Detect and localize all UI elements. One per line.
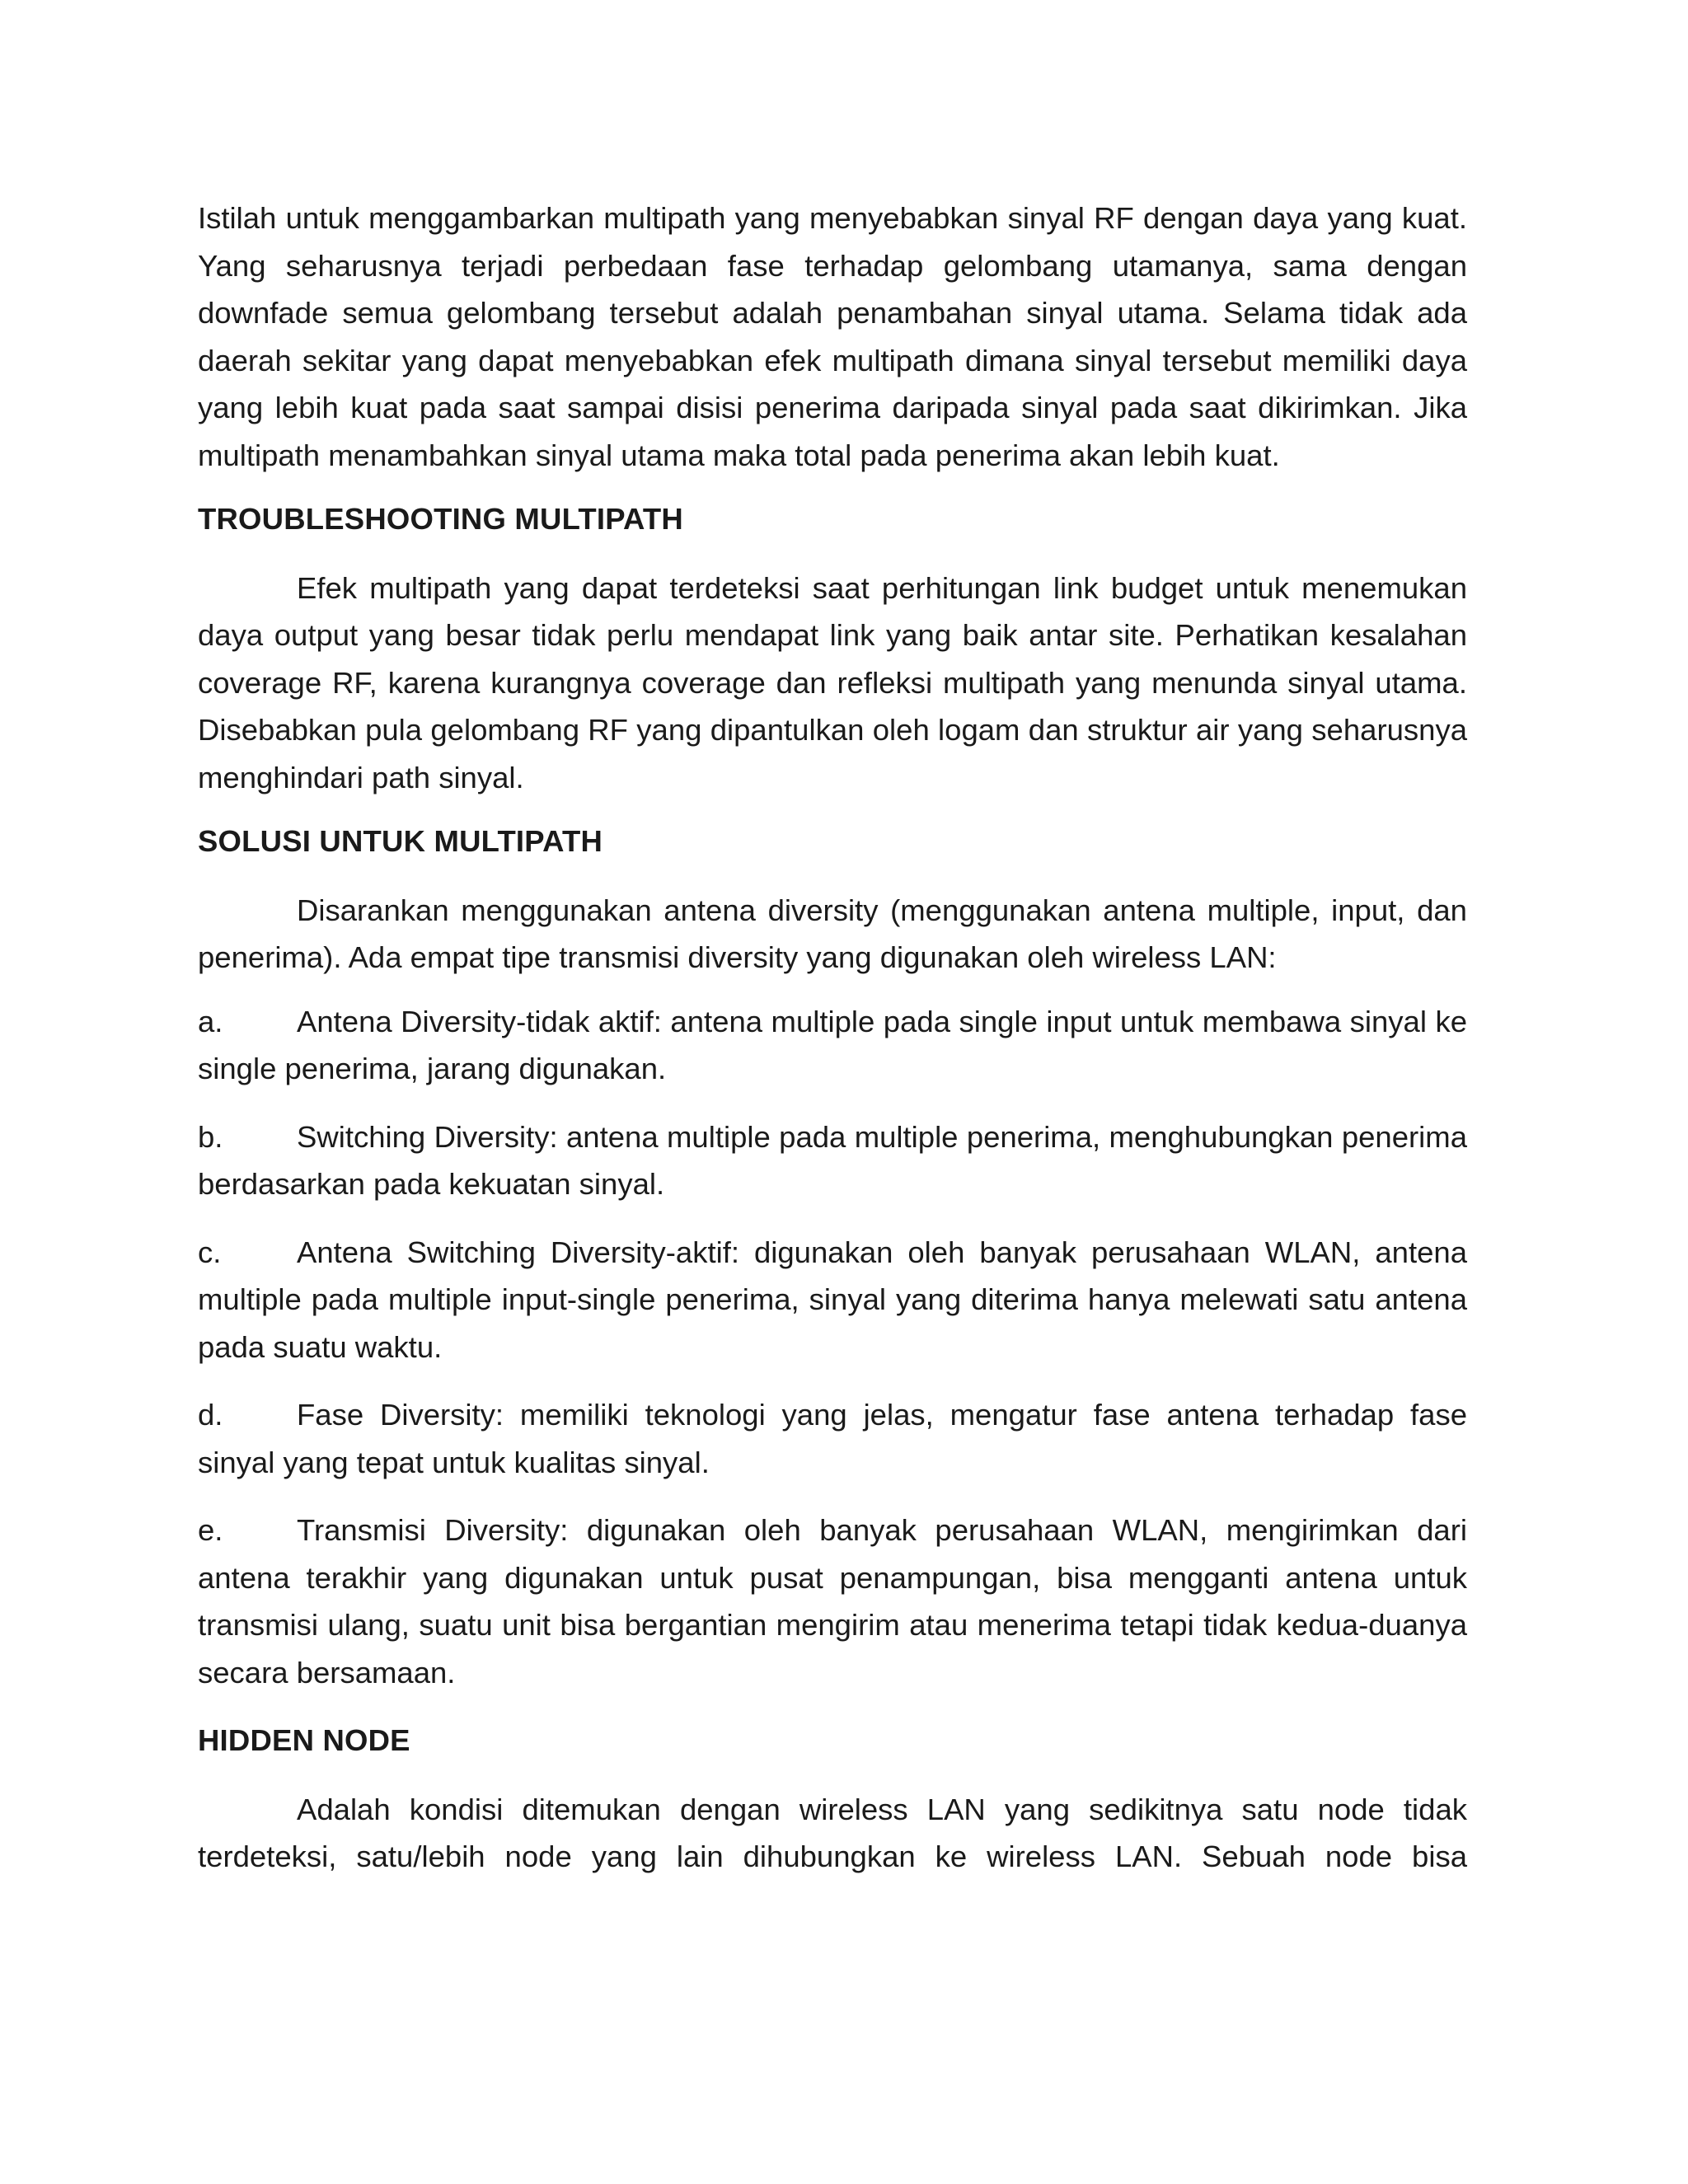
list-marker: d. — [198, 1398, 223, 1432]
diversity-list — [198, 998, 1467, 1697]
heading-troubleshooting-multipath: TROUBLESHOOTING MULTIPATH — [198, 502, 683, 536]
list-marker: b. — [198, 1119, 223, 1154]
list-item — [198, 1391, 1467, 1486]
heading-solusi-untuk-multipath: SOLUSI UNTUK MULTIPATH — [198, 824, 603, 858]
list-item-text: Switching Diversity: antena multiple pada multiple penerima, menghubungkan penerima berdasarkan pada kekuatan sinyal. — [198, 1119, 1467, 1201]
list-item — [198, 1507, 1467, 1696]
list-marker: a. — [198, 1004, 223, 1038]
list-item-text: Antena Switching Diversity-aktif: digunakan oleh banyak perusahaan WLAN, antena multiple pada multiple input-single penerima, sinyal yang diterima hanya melewati satu antena pada suatu waktu. — [198, 1235, 1467, 1364]
list-item-text: Transmisi Diversity: digunakan oleh banyak perusahaan WLAN, mengirimkan dari antena terakhir yang digunakan untuk pusat penampungan, bisa mengganti antena untuk transmisi ulang, suatu unit bisa bergantian mengirim atau menerima tetapi tidak kedua-duanya secara bersamaan. — [198, 1513, 1467, 1690]
list-marker: e. — [198, 1513, 223, 1547]
troubleshooting-paragraph: Efek multipath yang dapat terdeteksi saat perhitungan link budget untuk menemukan daya output yang besar tidak perlu mendapat link yang baik antar site. Perhatikan kesalahan coverage RF, karena kurangnya coverage dan refleksi multipath yang menunda sinyal utama. Disebabkan pula gelombang RF yang dipantulkan oleh logam dan struktur air yang seharusnya menghindari path sinyal. — [198, 570, 1467, 794]
list-item-text: Fase Diversity: memiliki teknologi yang jelas, mengatur fase antena terhadap fase sinyal yang tepat untuk kualitas sinyal. — [198, 1398, 1467, 1479]
hidden-node-paragraph: Adalah kondisi ditemukan dengan wireless LAN yang sedikitnya satu node tidak terdeteksi, satu/lebih node yang lain dihubungkan ke wireless LAN. Sebuah node bisa — [198, 1792, 1467, 1873]
heading-hidden-node: HIDDEN NODE — [198, 1723, 410, 1757]
list-item — [198, 1113, 1467, 1208]
intro-paragraph: Istilah untuk menggambarkan multipath yang menyebabkan sinyal RF dengan daya yang kuat. Yang seharusnya terjadi perbedaan fase terhadap gelombang utamanya, sama dengan downfade semua gelombang tersebut adalah penambahan sinyal utama. Selama tidak ada daerah sekitar yang dapat menyebabkan efek multipath dimana sinyal tersebut memiliki daya yang lebih kuat pada saat sampai disisi penerima daripada sinyal pada saat dikirimkan. Jika multipath menambahkan sinyal utama maka total pada penerima akan lebih kuat. — [198, 201, 1467, 472]
solusi-paragraph: Disarankan menggunakan antena diversity (menggunakan antena multiple, input, dan penerima). Ada empat tipe transmisi diversity yang digunakan oleh wireless LAN: — [198, 893, 1467, 974]
list-item — [198, 998, 1467, 1093]
list-item-text: Antena Diversity-tidak aktif: antena multiple pada single input untuk membawa sinyal ke single penerima, jarang digunakan. — [198, 1004, 1467, 1085]
list-item — [198, 1229, 1467, 1371]
list-marker: c. — [198, 1235, 222, 1269]
